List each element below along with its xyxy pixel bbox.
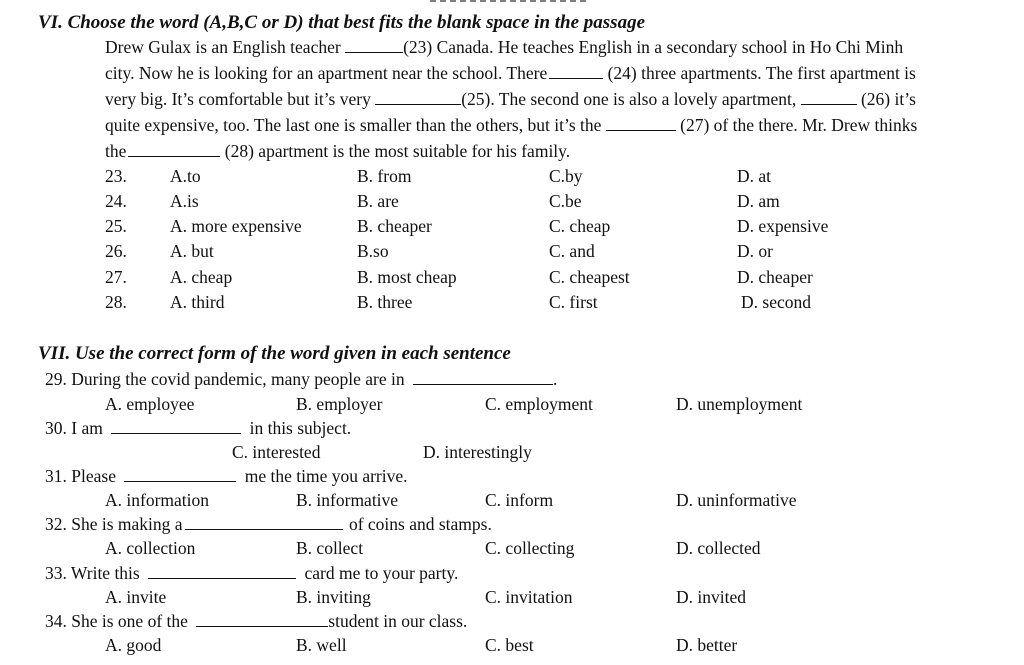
question-31 [45,466,408,487]
question-33 [45,563,458,584]
option-b[interactable]: B. from [357,166,412,186]
question-row-23 [0,166,1024,188]
option-b[interactable]: B. well [296,635,347,655]
option-d[interactable]: D. better [676,635,738,655]
option-b[interactable]: B. inviting [296,587,371,607]
question-34 [45,611,467,632]
passage-line-2 [105,63,916,84]
question-text: card me to your party. [304,563,459,583]
option-b[interactable]: B.so [357,241,389,261]
answer-blank-32[interactable] [185,515,343,530]
passage-text: (26) it’s [860,89,916,109]
section-7-heading: VII. Use the correct form of the word given in each sentence [38,343,511,364]
option-d[interactable]: D. uninformative [676,490,797,510]
section-6-heading: VI. Choose the word (A,B,C or D) that best fits the blank space in the passage [38,12,646,33]
option-d[interactable]: D. am [737,191,780,211]
option-c[interactable]: C. best [485,635,534,655]
option-c[interactable]: C.be [549,191,582,211]
question-text: . [553,369,558,389]
option-d[interactable]: D. interestingly [423,442,532,462]
question-32 [45,514,492,535]
passage-text: (27) of the there. Mr. Drew thinks [680,115,918,135]
option-a[interactable]: A.is [170,191,199,211]
answer-blank-34[interactable] [196,612,328,627]
option-d[interactable]: D. invited [676,587,746,607]
answer-blank-31[interactable] [124,467,236,482]
blank-23[interactable] [345,38,403,53]
top-edge-mark [430,0,590,3]
option-d[interactable]: D. unemployment [676,394,803,414]
question-text: of coins and stamps. [348,514,492,534]
option-b[interactable]: B. cheaper [357,216,432,236]
option-a[interactable]: A. information [105,490,210,510]
option-b[interactable]: B. most cheap [357,267,457,287]
question-29 [45,369,557,390]
passage-line-3 [105,89,916,110]
question-text: 29. During the covid pandemic, many people are in [45,369,405,389]
blank-24[interactable] [549,64,603,79]
blank-27[interactable] [606,116,676,131]
option-d[interactable]: D. expensive [737,216,829,236]
question-text: 34. She is one of the [45,611,188,631]
question-text: me the time you arrive. [244,466,408,486]
question-number: 25. [105,216,127,236]
question-text: 33. Write this [45,563,140,583]
passage-text: the [105,141,127,161]
option-a[interactable]: A. employee [105,394,195,414]
option-d[interactable]: D. or [737,241,773,261]
blank-25[interactable] [375,90,461,105]
option-a[interactable]: A. cheap [170,267,233,287]
question-text: 30. I am [45,418,103,438]
option-a[interactable]: A. good [105,635,162,655]
question-text: student in our class. [328,611,468,631]
question-number: 28. [105,292,127,312]
answer-blank-30[interactable] [111,419,241,434]
options-32 [0,538,1024,560]
option-d[interactable]: D. second [741,292,811,312]
options-33 [0,587,1024,609]
question-row-27 [0,267,1024,289]
passage-text: (25). The second one is also a lovely apartment, [461,89,797,109]
options-30 [0,442,1024,464]
answer-blank-29[interactable] [413,370,553,385]
option-c[interactable]: C. employment [485,394,593,414]
option-a[interactable]: A. collection [105,538,196,558]
option-d[interactable]: D. cheaper [737,267,813,287]
option-b[interactable]: B. informative [296,490,399,510]
option-c[interactable]: C. invitation [485,587,573,607]
option-c[interactable]: C.by [549,166,583,186]
option-d[interactable]: D. collected [676,538,761,558]
question-number: 23. [105,166,127,186]
passage-text: very big. It’s comfortable but it’s very [105,89,371,109]
question-number: 27. [105,267,127,287]
question-row-24 [0,191,1024,213]
option-b[interactable]: B. employer [296,394,383,414]
question-number: 24. [105,191,127,211]
passage-text: (24) three apartments. The first apartment is [607,63,916,83]
question-row-26 [0,241,1024,263]
option-b[interactable]: B. are [357,191,399,211]
options-29 [0,394,1024,416]
question-text: 32. She is making a [45,514,183,534]
option-c[interactable]: C. inform [485,490,554,510]
option-c[interactable]: C. cheapest [549,267,630,287]
blank-26[interactable] [801,90,857,105]
option-b[interactable]: B. three [357,292,413,312]
option-c[interactable]: C. and [549,241,595,261]
passage-text: city. Now he is looking for an apartment near the school. There [105,63,548,83]
option-a[interactable]: A.to [170,166,201,186]
option-c[interactable]: C. first [549,292,598,312]
passage-text: quite expensive, too. The last one is smaller than the others, but it’s the [105,115,602,135]
question-row-25 [0,216,1024,238]
question-text: 31. Please [45,466,116,486]
blank-28[interactable] [128,142,220,157]
options-34 [0,635,1024,657]
passage-text: (28) apartment is the most suitable for his family. [224,141,571,161]
option-c[interactable]: C. collecting [485,538,575,558]
question-30 [45,418,351,439]
question-number: 26. [105,241,127,261]
question-row-28 [0,292,1024,314]
option-a[interactable]: A. invite [105,587,167,607]
option-a[interactable]: A. but [170,241,214,261]
passage-line-5 [105,141,570,162]
passage-text: Drew Gulax is an English teacher [105,37,341,57]
passage-text: (23) Canada. He teaches English in a secondary school in Ho Chi Minh [403,37,904,57]
options-31 [0,490,1024,512]
question-text: in this subject. [249,418,352,438]
option-c[interactable]: C. cheap [549,216,611,236]
answer-blank-33[interactable] [148,564,296,579]
passage-line-1 [105,37,903,58]
option-b[interactable]: B. collect [296,538,364,558]
passage-line-4 [105,115,917,136]
option-a[interactable]: A. more expensive [170,216,302,236]
option-d[interactable]: D. at [737,166,772,186]
option-a[interactable]: A. third [170,292,225,312]
option-c[interactable]: C. interested [232,442,321,462]
